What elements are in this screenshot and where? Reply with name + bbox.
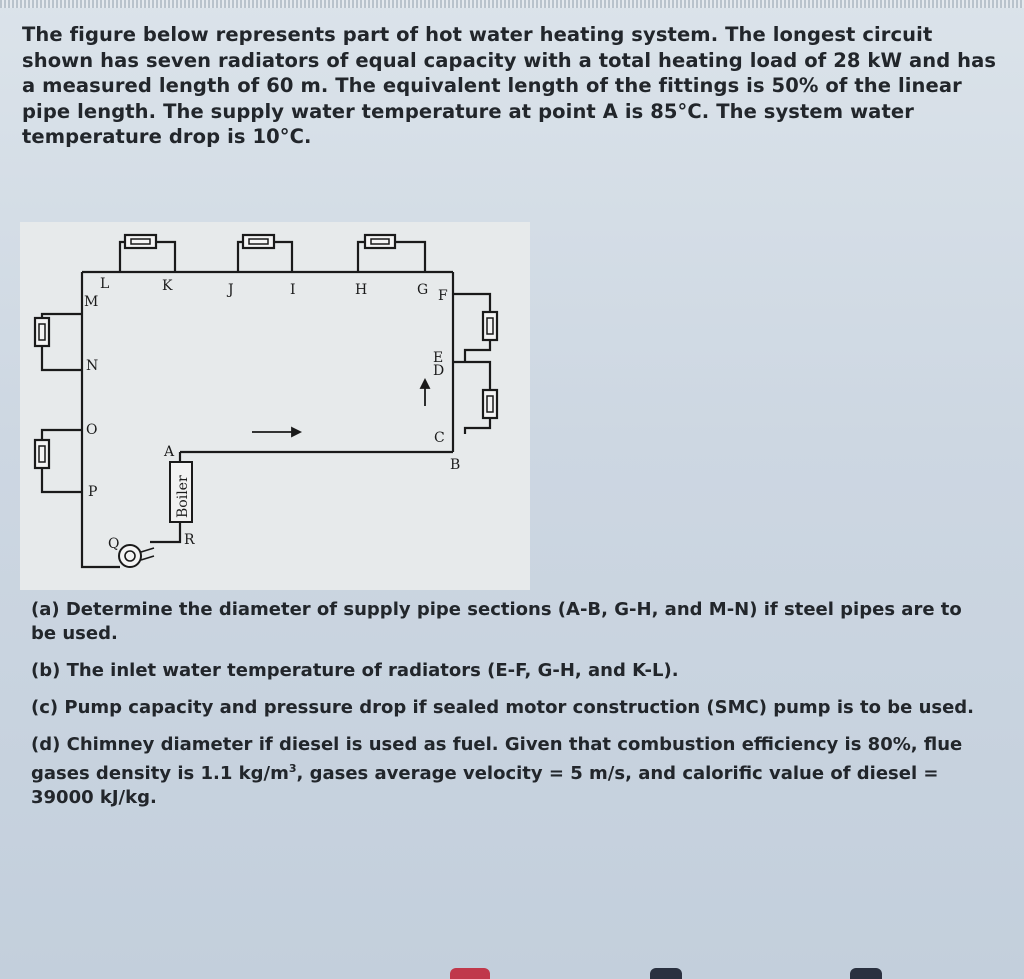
question-d-part1: (d) Chimney diameter if diesel is used as fuel. Given that combustion efficiency is 80%, flue gases density is 1.1 kg/m <box>31 734 963 784</box>
questions-list <box>31 598 981 810</box>
dock-app-icon[interactable] <box>850 968 882 979</box>
radiator-i-j <box>243 235 274 248</box>
question-d-superscript: 3 <box>288 762 297 775</box>
pipe-boiler-r <box>150 522 180 542</box>
label-j: J <box>228 282 234 298</box>
label-d: D <box>433 363 445 379</box>
label-f: F <box>438 288 448 304</box>
label-g: G <box>417 282 429 298</box>
top-border <box>0 0 1024 8</box>
question-a: (a) Determine the diameter of supply pipe sections (A-B, G-H, and M-N) if steel pipes are to be used. <box>31 599 962 644</box>
question-d-part2: , gases average velocity = 5 m/s, and calorific value of diesel = 39000 kJ/kg. <box>31 763 939 808</box>
heating-system-figure <box>20 222 530 590</box>
question-b: (b) The inlet water temperature of radiators (E-F, G-H, and K-L). <box>31 660 679 681</box>
label-k: K <box>162 278 173 294</box>
label-i: I <box>290 282 296 298</box>
question-c: (c) Pump capacity and pressure drop if sealed motor construction (SMC) pump is to be used. <box>31 697 975 718</box>
flow-arrows <box>252 380 429 436</box>
pump <box>119 545 141 567</box>
left-pipe <box>82 272 120 567</box>
label-c: C <box>434 430 445 446</box>
label-e: E <box>433 350 444 366</box>
label-p: P <box>88 484 98 500</box>
label-b: B <box>450 457 461 473</box>
radiator-k-l <box>125 235 156 248</box>
label-q: Q <box>108 536 120 552</box>
radiators <box>35 235 497 468</box>
dock-strip <box>450 968 890 979</box>
radiator-o-p <box>35 440 49 468</box>
label-h: H <box>355 282 368 298</box>
boiler-label: Boiler <box>175 475 191 518</box>
dock-app-icon[interactable] <box>450 968 490 979</box>
label-m: M <box>84 294 99 310</box>
label-n: N <box>86 358 99 374</box>
radiator-c-d <box>483 390 497 418</box>
heating-system-diagram <box>20 222 530 590</box>
label-r: R <box>184 532 195 548</box>
radiator-m-n <box>35 318 49 346</box>
question-d <box>31 733 981 810</box>
radiator-g-h <box>365 235 395 248</box>
problem-statement: The figure below represents part of hot water heating system. The longest circuit shown has seven radiators of equal capacity with a total heating load of 28 kW and has a measured length of 60 m. The equivalent length of the fittings is 50% of the linear pipe length. The supply water temperature at point A is 85°C. The system water temperature drop is 10°C. <box>22 23 997 148</box>
radiator-e-f <box>483 312 497 340</box>
label-o: O <box>86 422 98 438</box>
dock-app-icon[interactable] <box>650 968 682 979</box>
label-l: L <box>100 276 110 292</box>
label-a: A <box>164 444 175 460</box>
